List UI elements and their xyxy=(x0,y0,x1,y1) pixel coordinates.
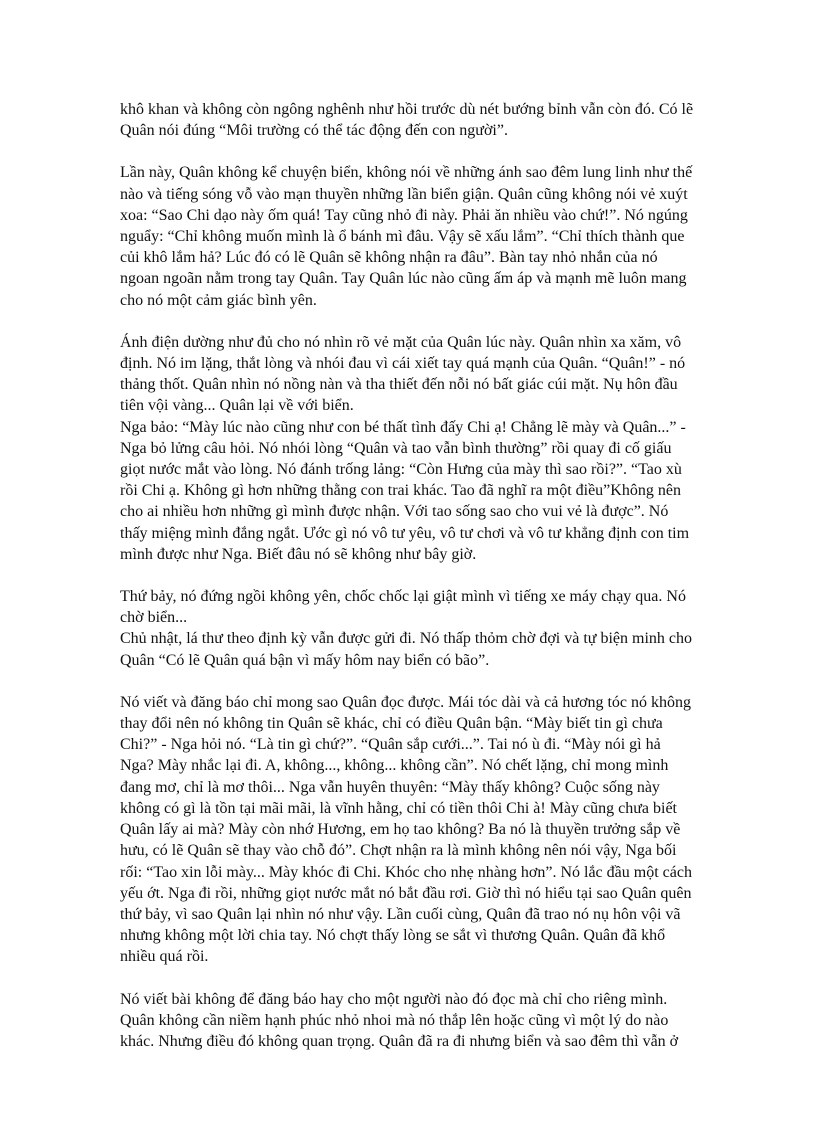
text-line: nhiều quá rồi. xyxy=(120,948,209,966)
text-line: rồi Chi ạ. Không gì hơn những thằng con trai khác. Tao đã nghĩ ra một điều”Không nên xyxy=(120,482,681,500)
paragraph-8 xyxy=(120,989,700,1053)
text-line: không có gì là tồn tại mãi mãi, là vĩnh hằng, chỉ có tiền thôi Chi à! Mày cũng chưa biết xyxy=(120,799,677,817)
text-line: Quân “Có lẽ Quân quá bận vì mấy hôm nay biển có bão”. xyxy=(120,651,490,669)
text-line: nào và tiếng sóng vỗ vào mạn thuyền những lần biển giận. Quân cũng không nói vẻ xuýt xyxy=(120,185,688,203)
text-line: nguẩy: “Chỉ không muốn mình là ổ bánh mì đâu. Vậy sẽ xấu lắm”. “Chỉ thích thành que xyxy=(120,228,685,246)
text-line: chờ biển... xyxy=(120,609,188,627)
text-line: Ánh điện dường như đủ cho nó nhìn rõ vẻ mặt của Quân lúc này. Quân nhìn xa xăm, vô xyxy=(120,333,682,351)
text-line: yếu ớt. Nga đi rồi, những giọt nước mắt nó bắt đầu rơi. Giờ thì nó hiểu tại sao Quân quên xyxy=(120,884,692,902)
text-line: nhưng không một lời chia tay. Nó chợt thấy lòng se sắt vì thương Quân. Quân đã khổ xyxy=(120,927,666,945)
paragraph-5 xyxy=(120,586,700,628)
text-line: thảng thốt. Quân nhìn nó nồng nàn và tha thiết đến nỗi nó bất giác cúi mặt. Nụ hôn đầu xyxy=(120,376,678,394)
text-line: Chi?” - Nga hỏi nó. “Là tin gì chứ?”. “Quân sắp cưới...”. Tai nó ù đi. “Mày nói gì hả xyxy=(120,736,661,754)
text-line: mình được như Nga. Biết đâu nó sẽ không như bây giờ. xyxy=(120,545,477,563)
text-line: Quân không cần niềm hạnh phúc nhỏ nhoi mà nó thắp lên hoặc cũng vì một lý do nào xyxy=(120,1011,669,1029)
text-line: thay đổi nên nó không tin Quân sẽ khác, chỉ có điều Quân bận. “Mày biết tin gì chưa xyxy=(120,715,663,733)
text-line: ngoan ngoãn nằm trong tay Quân. Tay Quân lúc nào cũng ấm áp và mạnh mẽ luôn mang xyxy=(120,270,687,288)
text-line: đang mơ, chỉ là mơ thôi... Nga vẫn huyên thuyên: “Mày thấy không? Cuộc sống này xyxy=(120,778,660,796)
text-line: tiên vội vàng... Quân lại về với biển. xyxy=(120,397,354,415)
text-line: Nó viết và đăng báo chỉ mong sao Quân đọc được. Mái tóc dài và cả hương tóc nó không xyxy=(120,693,692,711)
text-line: Nga? Mày nhắc lại đi. A, không..., không... không cần”. Nó chết lặng, chỉ mong mình xyxy=(120,757,669,775)
paragraph-2 xyxy=(120,162,700,310)
text-line: Nga bỏ lửng câu hỏi. Nó nhói lòng “Quân và tao vẫn bình thường” rồi quay đi cố giấu xyxy=(120,439,672,457)
document-page xyxy=(120,99,700,1073)
text-line: rối: “Tao xin lỗi mày... Mày khóc đi Chi. Khóc cho nhẹ nhàng hơn”. Nó lắc đầu một cách xyxy=(120,863,692,881)
text-line: hưu, có lẽ Quân sẽ thay vào chỗ đó”. Chợt nhận ra là mình không nên nói vậy, Nga bối xyxy=(120,842,677,860)
text-line: Thứ bảy, nó đứng ngồi không yên, chốc chốc lại giật mình vì tiếng xe máy chạy qua. Nó xyxy=(120,588,686,606)
text-line: củi khô lắm hả? Lúc đó có lẽ Quân sẽ không nhận ra đâu”. Bàn tay nhỏ nhắn của nó xyxy=(120,249,658,267)
paragraph-3 xyxy=(120,332,700,417)
text-line: khác. Nhưng điều đó không quan trọng. Quân đã ra đi nhưng biển và sao đêm thì vẫn ở xyxy=(120,1032,679,1050)
text-line: Nga bảo: “Mày lúc nào cũng như con bé thất tình đấy Chi ạ! Chẳng lẽ mày và Quân...” - xyxy=(120,418,686,436)
text-line: Nó viết bài không để đăng báo hay cho một người nào đó đọc mà chỉ cho riêng mình. xyxy=(120,990,668,1008)
text-line: cho ai nhiều hơn những gì mình được nhận. Với tao sống sao cho vui vẻ là được”. Nó xyxy=(120,503,669,521)
text-line: thấy miệng mình đắng ngắt. Ước gì nó vô tư yêu, vô tư chơi và vô tư khẳng định con tim xyxy=(120,524,690,542)
paragraph-1 xyxy=(120,99,700,141)
text-line: Quân nói đúng “Môi trường có thể tác động đến con người”. xyxy=(120,122,508,140)
paragraph-7 xyxy=(120,692,700,968)
text-line: khô khan và không còn ngông nghênh như hồi trước dù nét bướng bỉnh vẫn còn đó. Có lẽ xyxy=(120,101,694,118)
text-line: xoa: “Sao Chi dạo này ốm quá! Tay cũng nhỏ đi này. Phải ăn nhiều vào chứ!”. Nó ngúng xyxy=(120,206,688,224)
text-line: Chủ nhật, lá thư theo định kỳ vẫn được gửi đi. Nó thấp thỏm chờ đợi và tự biện minh cho xyxy=(120,630,692,648)
paragraph-6 xyxy=(120,628,700,670)
text-line: thứ bảy, vì sao Quân lại nhìn nó như vậy. Lần cuối cùng, Quân đã trao nó nụ hôn vội vã xyxy=(120,905,681,923)
paragraph-4 xyxy=(120,417,700,565)
text-line: định. Nó im lặng, thắt lòng và nhói đau vì cái xiết tay quá mạnh của Quân. “Quân!” - nó xyxy=(120,355,686,373)
text-line: Lần này, Quân không kể chuyện biển, không nói về những ánh sao đêm lung linh như thế xyxy=(120,164,693,182)
text-line: Quân lấy ai mà? Mày còn nhớ Hương, em họ tao không? Ba nó là thuyền trưởng sắp về xyxy=(120,821,681,839)
text-line: giọt nước mắt vào lòng. Nó đánh trống lảng: “Còn Hưng của mày thì sao rồi?”. “Tao xù xyxy=(120,461,682,479)
text-line: cho nó một cảm giác bình yên. xyxy=(120,291,317,309)
